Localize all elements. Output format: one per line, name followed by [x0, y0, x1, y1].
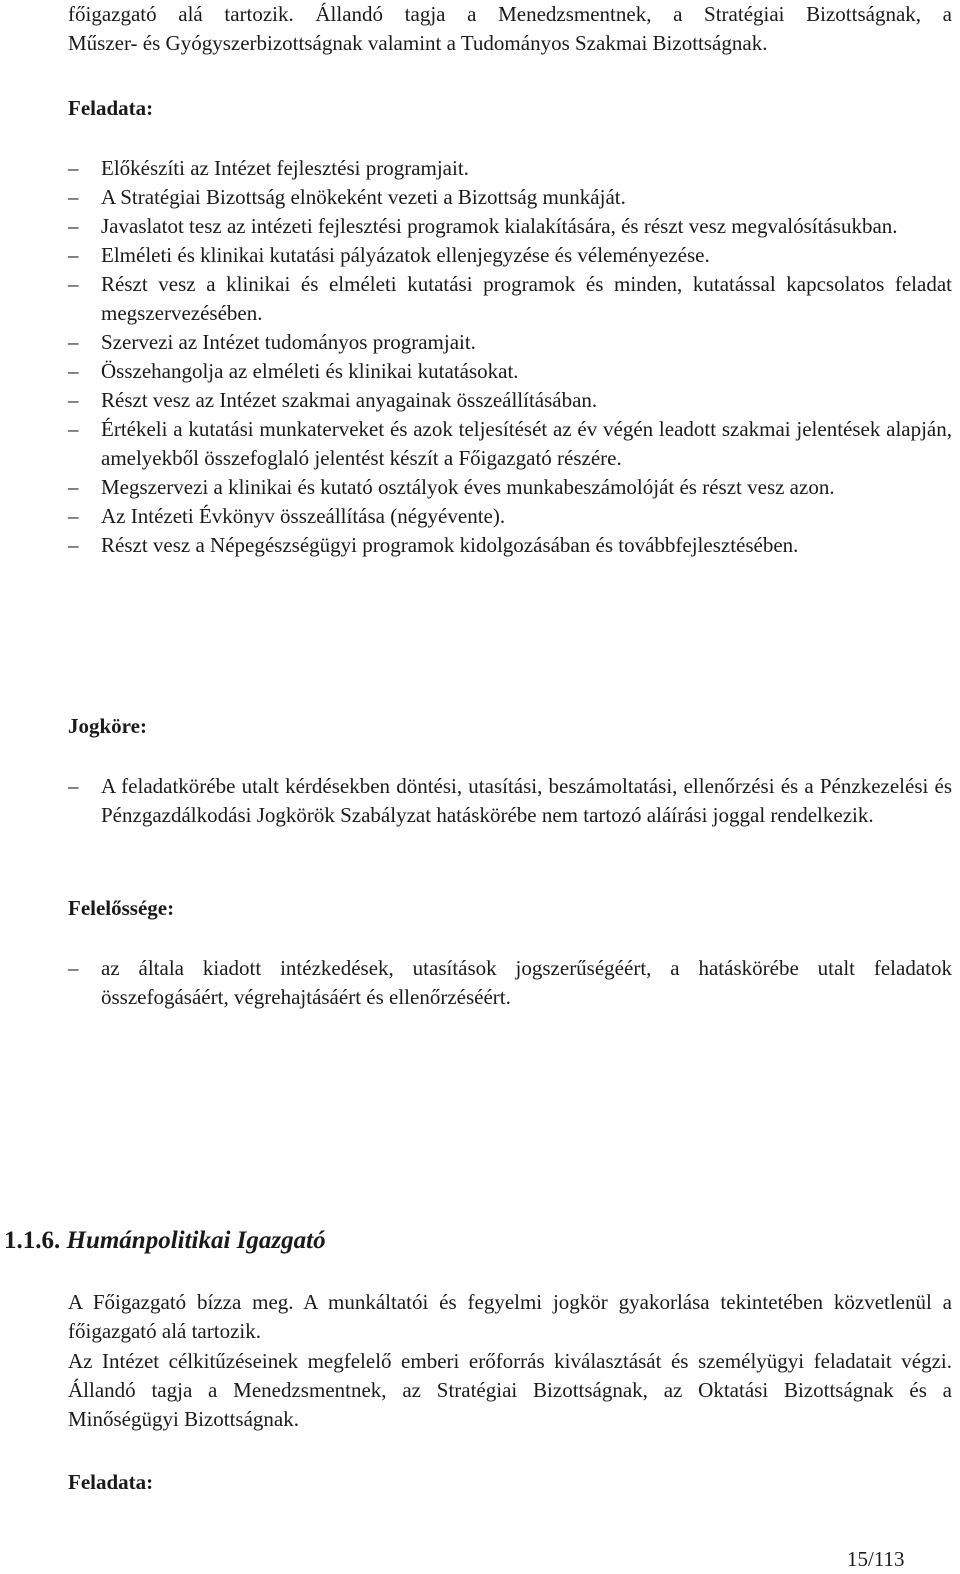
dash-bullet: –: [68, 774, 79, 798]
list-item: – A Stratégiai Bizottság elnökeként vezeti a Bizottság munkáját.: [68, 183, 952, 212]
dash-bullet: –: [68, 185, 79, 209]
dash-bullet: –: [68, 475, 79, 499]
list-item: – Elméleti és klinikai kutatási pályázatok ellenjegyzése és véleményezése.: [68, 241, 952, 270]
chapter-paragraph-1: A Főigazgató bízza meg. A munkáltatói és fegyelmi jogkör gyakorlása tekintetében közvetlenül a főigazgató alá tartozik.: [68, 1290, 952, 1343]
list-item: – Értékeli a kutatási munkaterveket és azok teljesítését az év végén leadott szakmai jelentések alapján, amelyekből összefoglaló jelentést készít a Főigazgató részére.: [68, 417, 952, 470]
intro-block: [68, 0, 952, 58]
list-item: – Részt vesz a Népegészségügyi programok kidolgozásában és továbbfejlesztésében.: [68, 531, 952, 560]
felelossege-list: [68, 954, 952, 1012]
intro-line-2: Műszer- és Gyógyszerbizottságnak valamint a Tudományos Szakmai Bizottságnak.: [68, 31, 768, 55]
dash-bullet: –: [68, 417, 79, 441]
dash-bullet: –: [68, 272, 79, 296]
chapter-paragraph-2: Az Intézet célkitűzéseinek megfelelő emberi erőforrás kiválasztását és személyügyi feladatait végzi. Állandó tagja a Menedzsmentnek, az Stratégiai Bizottságnak, az Oktatási Bizottságnak és a Minőségügyi Bizottságnak.: [68, 1349, 952, 1431]
chapter-number: 1.1.6.: [4, 1227, 61, 1254]
list-item: – Előkészíti az Intézet fejlesztési programjait.: [68, 154, 952, 183]
list-item: – Megszervezi a klinikai és kutató osztályok éves munkabeszámolóját és részt vesz azon.: [68, 473, 952, 502]
list-item: – Javaslatot tesz az intézeti fejlesztési programok kialakítására, és részt vesz megvalósításukban.: [68, 212, 952, 241]
feladata-list: [68, 154, 952, 560]
list-item: – A feladatkörébe utalt kérdésekben döntési, utasítási, beszámoltatási, ellenőrzési és a Pénzkezelési és Pénzgazdálkodási Jogkörök Szabályzat hatáskörébe nem tartozó aláírási joggal rendelkezik.: [68, 774, 952, 827]
dash-bullet: –: [68, 956, 79, 980]
section-heading-feladata: Feladata:: [68, 96, 154, 120]
list-item: – Részt vesz a klinikai és elméleti kutatási programok és minden, kutatással kapcsolatos feladat megszervezésében.: [68, 272, 952, 325]
list-item: – Részt vesz az Intézet szakmai anyagainak összeállításában.: [68, 386, 952, 415]
list-item: – az általa kiadott intézkedések, utasítások jogszerűségéért, a hatáskörébe utalt feladatok összefogásáért, végrehajtásáért és ellenőrzéséért.: [68, 956, 952, 1009]
dash-bullet: –: [68, 156, 79, 180]
dash-bullet: –: [68, 359, 79, 383]
page-number: 15/113: [847, 1547, 905, 1571]
dash-bullet: –: [68, 388, 79, 412]
section-heading-feladata-2: Feladata:: [68, 1470, 154, 1494]
dash-bullet: –: [68, 330, 79, 354]
section-heading-felelossege: Felelőssége:: [68, 896, 175, 920]
section-heading-jogkore: Jogköre:: [68, 714, 147, 738]
chapter-title-text: Humánpolitikai Igazgató: [66, 1227, 326, 1254]
dash-bullet: –: [68, 533, 79, 557]
chapter-title: [4, 1226, 326, 1255]
dash-bullet: –: [68, 214, 79, 238]
dash-bullet: –: [68, 504, 79, 528]
dash-bullet: –: [68, 243, 79, 267]
jogkore-list: [68, 772, 952, 830]
list-item: – Az Intézeti Évkönyv összeállítása (négyévente).: [68, 502, 952, 531]
list-item: – Szervezi az Intézet tudományos programjait.: [68, 328, 952, 357]
intro-line-1: főigazgató alá tartozik. Állandó tagja a Menedzsmentnek, a Stratégiai Bizottságnak, a: [68, 2, 952, 26]
list-item: – Összehangolja az elméleti és klinikai kutatásokat.: [68, 357, 952, 386]
